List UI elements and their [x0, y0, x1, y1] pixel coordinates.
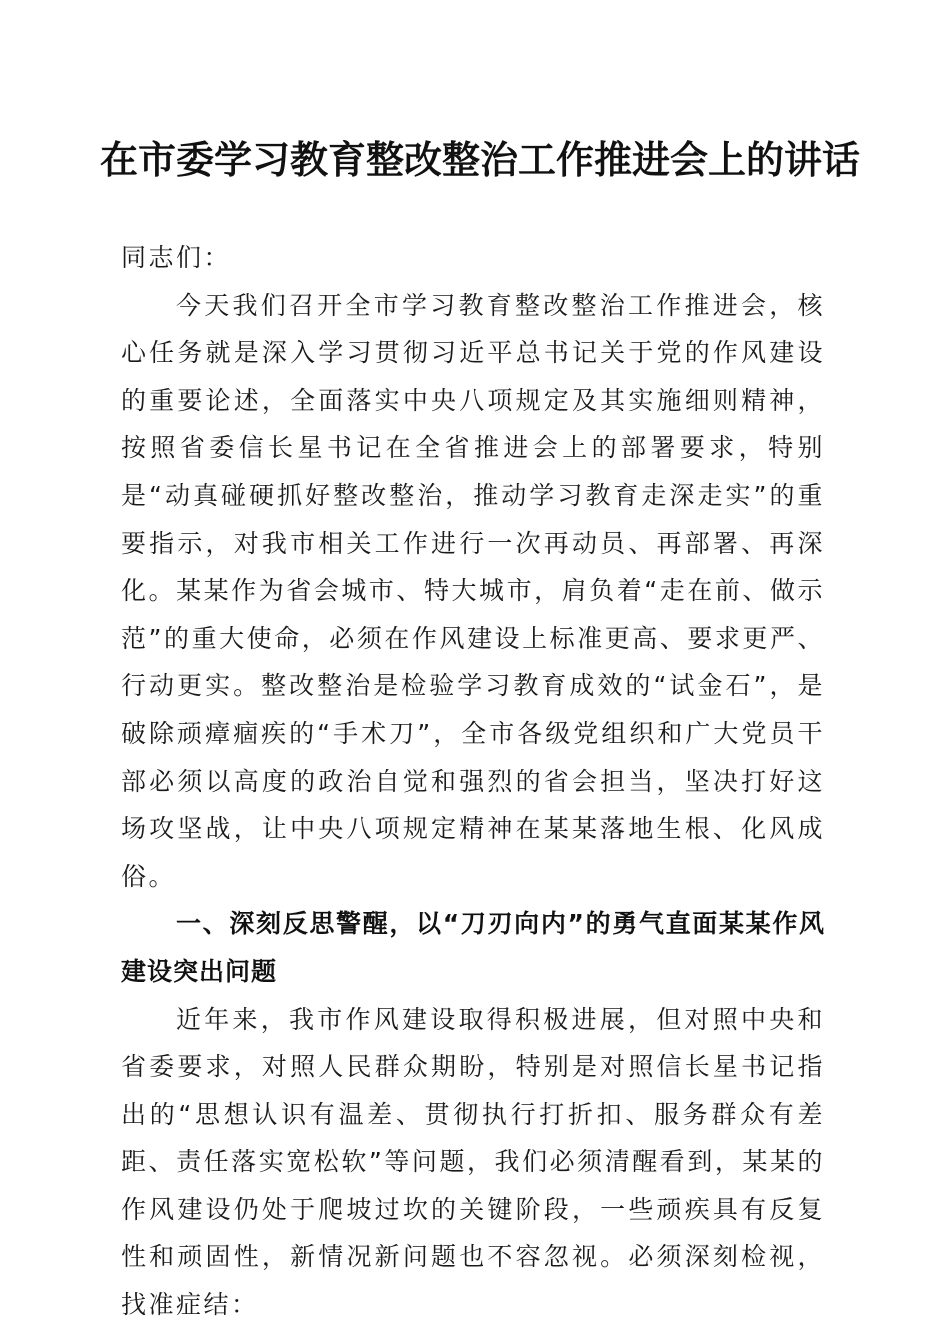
salutation: 同志们： [121, 243, 232, 272]
document-title: 在市委学习教育整改整治工作推进会上的讲话 [100, 137, 861, 182]
section-heading-1: 一、深刻反思警醒，以“刀刃向内”的勇气直面某某作风建设突出问题 [121, 909, 825, 986]
document-body [121, 234, 825, 1329]
paragraph-section-1: 近年来，我市作风建设取得积极进展，但对照中央和省委要求，对照人民群众期盼，特别是对照信长星书记指出的“思想认识有温差、贯彻执行打折扣、服务群众有差距、责任落实宽松软”等问题，我们必须清醒看到，某某的作风建设仍处于爬坡过坎的关键阶段，一些顽疾具有反复性和顽固性，新情况新问题也不容忽视。必须深刻检视，找准症结： [121, 1004, 825, 1320]
paragraph-intro: 今天我们召开全市学习教育整改整治工作推进会，核心任务就是深入学习贯彻习近平总书记关于党的作风建设的重要论述，全面落实中央八项规定及其实施细则精神，按照省委信长星书记在全省推进会上的部署要求，特别是“动真碰硬抓好整改整治，推动学习教育走深走实”的重要指示，对我市相关工作进行一次再动员、再部署、再深化。某某作为省会城市、特大城市，肩负着“走在前、做示范”的重大使命，必须在作风建设上标准更高、要求更严、行动更实。整改整治是检验学习教育成效的“试金石”，是破除顽瘴痼疾的“手术刀”，全市各级党组织和广大党员干部必须以高度的政治自觉和强烈的省会担当，坚决打好这场攻坚战，让中央八项规定精神在某某落地生根、化风成俗。 [121, 290, 825, 891]
